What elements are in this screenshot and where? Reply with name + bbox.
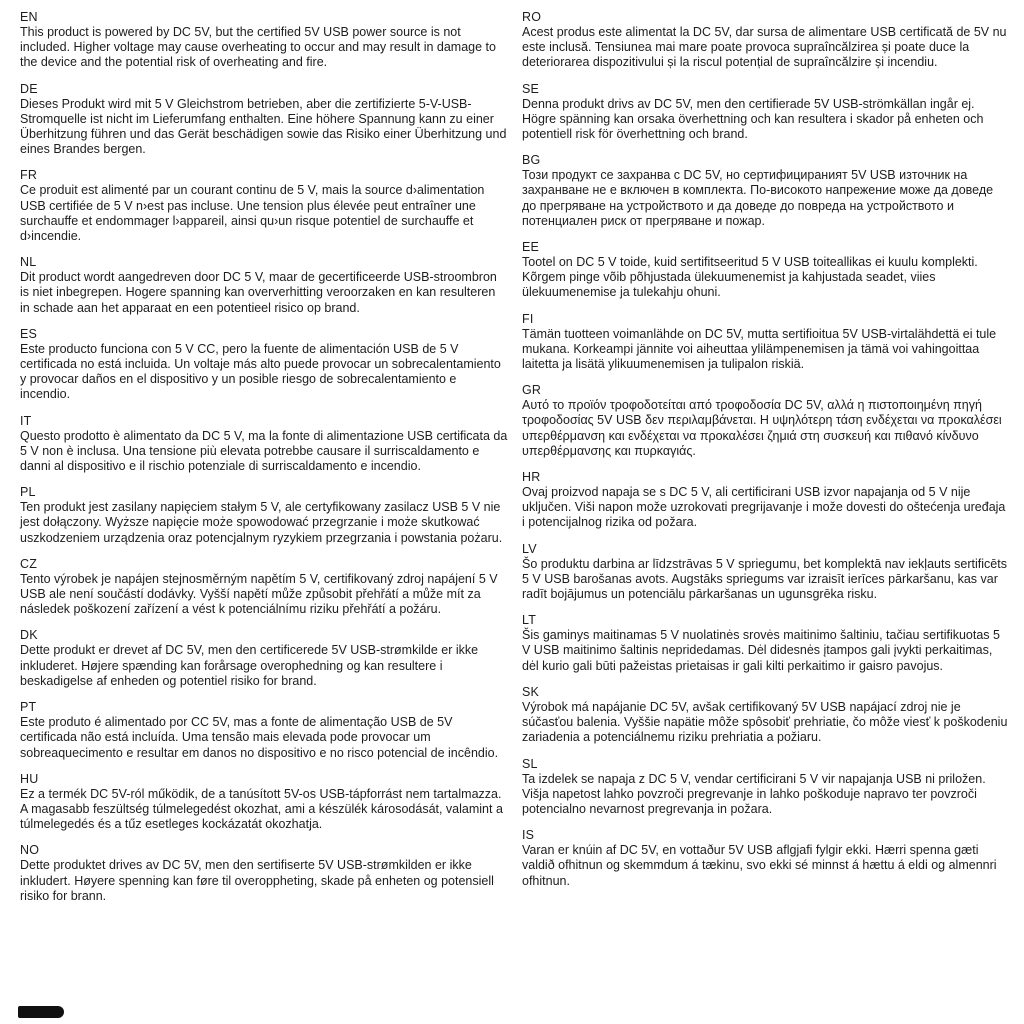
language-code: SK [522, 684, 540, 699]
language-text: Este produto é alimentado por CC 5V, mas a fonte de alimentação USB de 5V certificada não está incluída. Uma tensão mais elevada pode provocar um sobreaquecimento e resultar em danos no dispositivo e no risco potencial de incêndio. [20, 715, 499, 760]
language-code: DK [20, 628, 38, 643]
language-block [20, 10, 508, 71]
language-block [20, 843, 508, 904]
language-block [522, 470, 1010, 531]
language-code: SL [522, 756, 538, 771]
language-block [20, 700, 508, 761]
language-code: PT [20, 700, 37, 715]
language-block [522, 828, 1010, 889]
page-edge-artifact [18, 1006, 64, 1018]
language-block [522, 542, 1010, 603]
language-text: Tento výrobek je napájen stejnosměrným napětím 5 V, certifikovaný zdroj napájení 5 V USB ale není součástí dodávky. Vyšší napětí může způsobit přehřátí a může mít za následek poškození zařízení a vést k potenciálnímu riziku přehřátí a požáru. [20, 571, 498, 617]
language-block [20, 168, 508, 244]
language-text: Acest produs este alimentat la DC 5V, dar sursa de alimentare USB certificată de 5V nu este inclusă. Tensiunea mai mare poate provoca supraîncălzirea și poate duce la deteriorarea dispozitivului și la riscul potențial de supraîncălzire și incendiu. [522, 25, 1007, 70]
language-text: Dieses Produkt wird mit 5 V Gleichstrom betrieben, aber die zertifizierte 5-V-USB-Stromquelle ist nicht im Lieferumfang enthalten. Eine höhere Spannung kann zu einer Überhitzung führen und das Gerät beschädigen sowie das Risiko einer Überhitzung und eines Brandes bergen. [20, 96, 507, 157]
column-right [522, 10, 1010, 915]
language-code: CZ [20, 556, 38, 571]
language-text: Dette produktet drives av DC 5V, men den sertifiserte 5V USB-strømkilden er ikke inkludert. Høyere spenning kan føre til overoppheting, skade på enheten og potensiell risiko for brann. [20, 858, 494, 903]
language-text: Tootel on DC 5 V toide, kuid sertifitseeritud 5 V USB toiteallikas ei kuulu komplekti. Kõrgem pinge võib põhjustada ülekuumenemist ja kahjustada seadet, viies ülekuumenemise ja tulekahju ohuni. [522, 255, 978, 300]
language-code: NL [20, 255, 37, 270]
language-block [20, 485, 508, 546]
language-text: Šo produktu darbina ar līdzstrāvas 5 V spriegumu, bet komplektā nav iekļauts sertificēts 5 V USB barošanas avots. Augstāks spriegums var izraisīt ierīces pārkaršanu, kas var radīt bojājumus un potenciālu pārkaršanas un ugunsgrēka risku. [522, 556, 1007, 602]
language-block [522, 240, 1010, 301]
language-block [522, 613, 1010, 674]
language-block [522, 153, 1010, 229]
language-code: PL [20, 485, 36, 500]
language-text: Tämän tuotteen voimanlähde on DC 5V, mutta sertifioitua 5V USB-virtalähdettä ei tule mukana. Korkeampi jännite voi aiheuttaa ylilämpenemisen ja tämä voi vahingoittaa laitetta ja lisätä ylikuumenemisen ja tulipalon riskiä. [522, 326, 997, 372]
language-text: Ta izdelek se napaja z DC 5 V, vendar certificirani 5 V vir napajanja USB ni priložen. Višja napetost lahko povzroči pregrevanje in lahko poškoduje napravo ter povzroči potencialno nevarnost pregrevanja in požara. [522, 771, 986, 816]
language-code: IT [20, 413, 32, 428]
language-code: HU [20, 771, 39, 786]
language-block [522, 383, 1010, 459]
language-text: Ez a termék DC 5V-ról működik, de a tanúsított 5V-os USB-tápforrást nem tartalmazza. A magasabb feszültség túlmelegedést okozhat, ami a készülék károsodását, valamint a túlmelegedés és a tűz esetleges kockázatát okozhatja. [20, 786, 503, 832]
language-block [522, 685, 1010, 746]
text-columns [20, 10, 1008, 915]
language-text: This product is powered by DC 5V, but the certified 5V USB power source is not included. Higher voltage may cause overheating to occur and may result in damage to the device and the potential risk of overheating and fire. [20, 25, 496, 70]
language-block [20, 557, 508, 618]
language-text: Varan er knúin af DC 5V, en vottaður 5V USB aflgjafi fylgir ekki. Hærri spenna gæti valdið ofhitnun og skemmdum á tækinu, svo ekki sé minnst á hættu á eldi og almennri ofhitnun. [522, 843, 997, 888]
language-text: Šis gaminys maitinamas 5 V nuolatinės srovės maitinimo šaltiniu, tačiau sertifikuotas 5 V USB maitinimo šaltinis nepridedamas. Dėl didesnės įtampos gali įvykti perkaitimas, dėl kurio gali būti pažeistas prietaisas ir gali kilti perkaitimo ir gaisro pavojus. [522, 628, 1000, 673]
language-code: LT [522, 613, 537, 628]
language-block [20, 628, 508, 689]
language-block [20, 255, 508, 316]
language-text: Ovaj proizvod napaja se s DC 5 V, ali certificirani USB izvor napajanja od 5 V nije uključen. Viši napon može uzrokovati pregrijavanje i može dovesti do oštećenja uređaja i potencijalnog rizika od požara. [522, 485, 1006, 530]
language-code: LV [522, 541, 537, 556]
language-text: Výrobok má napájanie DC 5V, avšak certifikovaný 5V USB napájací zdroj nie je súčasťou balenia. Vyššie napätie môže spôsobiť prehriatie, čo môže viesť k poškodeniu zariadenia a potenciálnemu riziku prehriatia a požiaru. [522, 699, 1008, 745]
language-text: Questo prodotto è alimentato da DC 5 V, ma la fonte di alimentazione USB certificata da 5 V non è inclusa. Una tensione più elevata potrebbe causare il surriscaldamento e danni al dispositivo e il rischio potenziale di surriscaldamento e incendio. [20, 428, 508, 474]
language-text: Dit product wordt aangedreven door DC 5 V, maar de gecertificeerde USB-stroombron is niet inbegrepen. Hogere spanning kan oververhitting veroorzaken en kan resulteren in schade aan het apparaat en een potentieel risico op brand. [20, 270, 497, 315]
language-text: Ce produit est alimenté par un courant continu de 5 V, mais la source d›alimentation USB certifiée de 5 V n›est pas incluse. Une tension plus élevée peut entraîner une surchauffe et endommager l›appareil, ainsi qu›un risque potentiel de surchauffe et d›incendie. [20, 183, 485, 244]
language-code: HR [522, 470, 541, 485]
language-block [20, 772, 508, 833]
language-block [522, 10, 1010, 71]
language-text: Este producto funciona con 5 V CC, pero la fuente de alimentación USB de 5 V certificada no está incluida. Un voltaje más alto puede provocar un sobrecalentamiento y provocar daños en el dispositivo y un posible riesgo de sobrecalentamiento e incendio. [20, 341, 501, 402]
language-text: Този продукт се захранва с DC 5V, но сертифицираният 5V USB източник на захранване не е включен в комплекта. По-високото напрежение може да доведе до прегряване на устройството и да доведе до повреда на устройството и потенциален риск от прегряване и пожар. [522, 168, 994, 228]
language-code: EN [20, 10, 38, 24]
language-code: DE [20, 81, 38, 96]
language-code: GR [522, 383, 542, 398]
language-block [522, 82, 1010, 143]
language-block [522, 757, 1010, 818]
language-text: Αυτό το προϊόν τροφοδοτείται από τροφοδοσία DC 5V, αλλά η πιστοποιημένη πηγή τροφοδοσίας 5V USB δεν περιλαμβάνεται. Η υψηλότερη τάση ενδέχεται να προκαλέσει υπερθέρμανση και ενδέχεται να προκαλέσει ζημιά στη συσκευή και πιθανό κίνδυνο υπερθέρμανσης και πυρκαγιάς. [522, 398, 1002, 458]
language-code: SE [522, 81, 540, 96]
language-block [522, 312, 1010, 373]
language-code: EE [522, 240, 540, 255]
language-code: FR [20, 168, 38, 183]
language-block [20, 82, 508, 158]
column-left [20, 10, 508, 915]
language-code: BG [522, 153, 541, 168]
language-text: Denna produkt drivs av DC 5V, men den certifierade 5V USB-strömkällan ingår ej. Högre spänning kan orsaka överhettning och kan resultera i skador på enheten och potentiell risk för överhettning och brand. [522, 96, 984, 142]
language-block [20, 414, 508, 475]
language-code: RO [522, 10, 542, 24]
language-text: Ten produkt jest zasilany napięciem stałym 5 V, ale certyfikowany zasilacz USB 5 V nie jest dołączony. Wyższe napięcie może spowodować przegrzanie i może skutkować uszkodzeniem urządzenia oraz potencjalnym ryzykiem przegrzania i powstania pożaru. [20, 500, 503, 545]
language-text: Dette produkt er drevet af DC 5V, men den certificerede 5V USB-strømkilde er ikke inkluderet. Højere spænding kan forårsage overophedning og kan resultere i beskadigelse af enheden og potentiel risiko for brand. [20, 643, 479, 688]
language-code: FI [522, 311, 534, 326]
language-code: IS [522, 828, 535, 843]
language-block [20, 327, 508, 403]
language-code: NO [20, 843, 40, 858]
language-code: ES [20, 326, 38, 341]
